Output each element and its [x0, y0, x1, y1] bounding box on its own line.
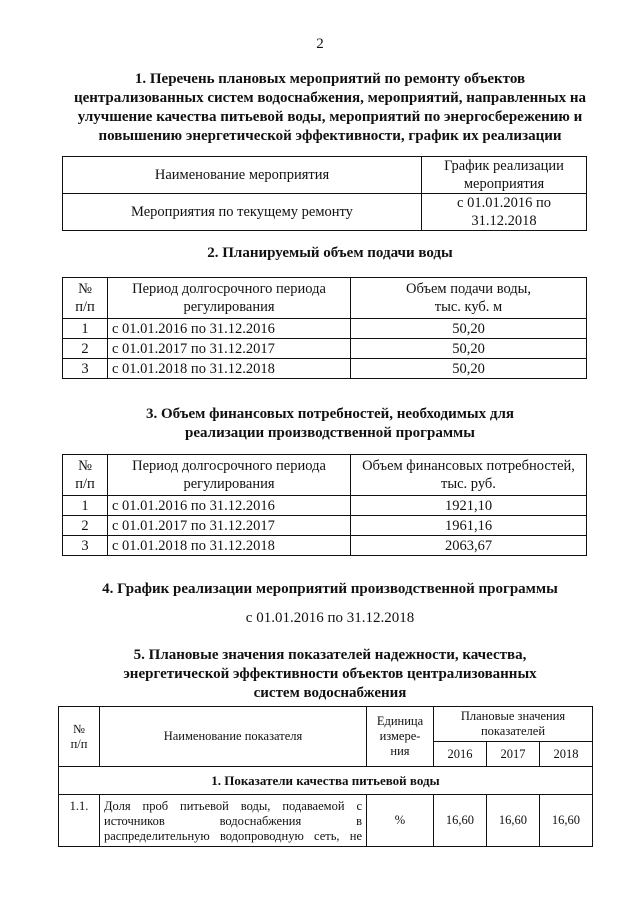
table-cell: 2	[63, 516, 108, 536]
header-line: Плановые значения	[460, 709, 566, 723]
header-line: Период долгосрочного периода	[132, 281, 326, 297]
table-cell-value: 16,60	[434, 795, 487, 847]
header-cell	[351, 278, 587, 319]
table-cell: 50,20	[351, 339, 587, 359]
table-row	[63, 536, 587, 556]
header-line: регулирования	[183, 299, 275, 315]
table-cell: 50,20	[351, 359, 587, 379]
table-cell-num: 1.1.	[59, 795, 100, 847]
header-line: №	[78, 281, 92, 297]
header-cell-year: 2018	[539, 742, 592, 767]
name-line: источников водоснабжения в	[104, 814, 362, 828]
section5-title-line: 5. Плановые значения показателей надежности, качества,	[133, 647, 527, 663]
table-cell: 2	[63, 339, 108, 359]
section3-title	[60, 405, 600, 443]
table-row	[63, 359, 587, 379]
section4-period: с 01.01.2016 по 31.12.2018	[245, 610, 415, 626]
header-line: тыс. куб. м	[434, 299, 503, 315]
table-group-row	[59, 767, 593, 795]
header-cell-year: 2016	[434, 742, 487, 767]
section1-title-line: централизованных систем водоснабжения, мероприятий, направленных на	[73, 90, 587, 106]
table-row	[63, 516, 587, 536]
group-title: 1. Показатели качества питьевой воды	[59, 767, 593, 795]
header-cell	[63, 455, 108, 496]
header-cell-planned	[434, 707, 593, 742]
table-cell-value: 16,60	[539, 795, 592, 847]
header-line: тыс. руб.	[441, 476, 496, 492]
header-cell: Наименование мероприятия	[63, 157, 422, 194]
table-header-row	[63, 157, 587, 194]
header-line: п/п	[70, 736, 88, 751]
table-row	[63, 496, 587, 516]
table-cell: 1	[63, 496, 108, 516]
section5-title-line: энергетической эффективности объектов централизованных	[123, 666, 537, 682]
table-cell: 1961,16	[351, 516, 587, 536]
header-line: п/п	[75, 476, 95, 492]
header-cell-name: Наименование показателя	[100, 707, 367, 767]
section3-title-line: 3. Объем финансовых потребностей, необходимых для	[145, 406, 515, 422]
header-cell-unit	[367, 707, 434, 767]
table-cell: 50,20	[351, 319, 587, 339]
header-line: График реализации	[444, 158, 564, 174]
header-line: п/п	[75, 299, 95, 315]
table-cell-value: 16,60	[486, 795, 539, 847]
table-cell: с 01.01.2018 по 31.12.2018	[108, 536, 351, 556]
table-cell-name	[100, 795, 367, 847]
section5-title-line: систем водоснабжения	[253, 685, 407, 701]
table-row	[63, 339, 587, 359]
header-cell-year: 2017	[486, 742, 539, 767]
table-cell: Мероприятия по текущему ремонту	[63, 194, 422, 231]
header-cell	[108, 278, 351, 319]
section1-title	[60, 70, 600, 146]
header-line: Объем подачи воды,	[405, 281, 532, 297]
table-cell: с 01.01.2016 по 31.12.2016	[108, 496, 351, 516]
header-cell	[63, 278, 108, 319]
header-line: №	[78, 458, 92, 474]
table-header-row	[63, 278, 587, 319]
table-cell: с 01.01.2018 по 31.12.2018	[108, 359, 351, 379]
header-line: регулирования	[183, 476, 275, 492]
section4-title: 4. График реализации мероприятий производственной программы	[102, 581, 558, 597]
table-cell-unit: %	[367, 795, 434, 847]
section1-title-line: улучшение качества питьевой воды, мероприятий по энергосбережению и	[77, 109, 583, 125]
section1-title-line: повышению энергетической эффективности, график их реализации	[98, 128, 562, 144]
header-cell	[422, 157, 587, 194]
section3-table	[62, 454, 587, 556]
table-cell: 3	[63, 536, 108, 556]
table-cell: с 01.01.2016 по 31.12.2016	[108, 319, 351, 339]
table-cell: 1	[63, 319, 108, 339]
header-line: №	[73, 721, 85, 736]
header-line: ния	[390, 744, 410, 758]
header-line: Объем финансовых потребностей,	[362, 458, 575, 474]
table-row	[59, 795, 593, 847]
section5-title	[60, 646, 600, 703]
section5-table	[58, 706, 593, 847]
header-cell-num	[59, 707, 100, 767]
header-line: измере-	[379, 729, 421, 743]
header-line: показателей	[480, 724, 546, 738]
header-cell	[351, 455, 587, 496]
table-row	[63, 319, 587, 339]
header-line: Единица	[376, 714, 424, 728]
name-line: Доля проб питьевой воды, подаваемой с	[104, 799, 362, 813]
table-cell: 3	[63, 359, 108, 379]
section1-table	[62, 156, 587, 231]
section2-title: 2. Планируемый объем подачи воды	[207, 245, 453, 261]
table-cell: 1921,10	[351, 496, 587, 516]
table-header-row	[59, 707, 593, 742]
name-line: распределительную водопроводную сеть, не	[104, 829, 362, 843]
table-cell: с 01.01.2017 по 31.12.2017	[108, 516, 351, 536]
table-cell: с 01.01.2017 по 31.12.2017	[108, 339, 351, 359]
header-line: Период долгосрочного периода	[132, 458, 326, 474]
table-cell: 2063,67	[351, 536, 587, 556]
table-cell: с 01.01.2016 по 31.12.2018	[422, 194, 587, 231]
header-line: мероприятия	[463, 176, 545, 192]
table-row	[63, 194, 587, 231]
section1-title-line: 1. Перечень плановых мероприятий по ремонту объектов	[134, 71, 526, 87]
table-header-row	[63, 455, 587, 496]
page-number: 2	[316, 36, 324, 52]
section3-title-line: реализации производственной программы	[185, 425, 475, 441]
header-cell	[108, 455, 351, 496]
section2-table	[62, 277, 587, 379]
